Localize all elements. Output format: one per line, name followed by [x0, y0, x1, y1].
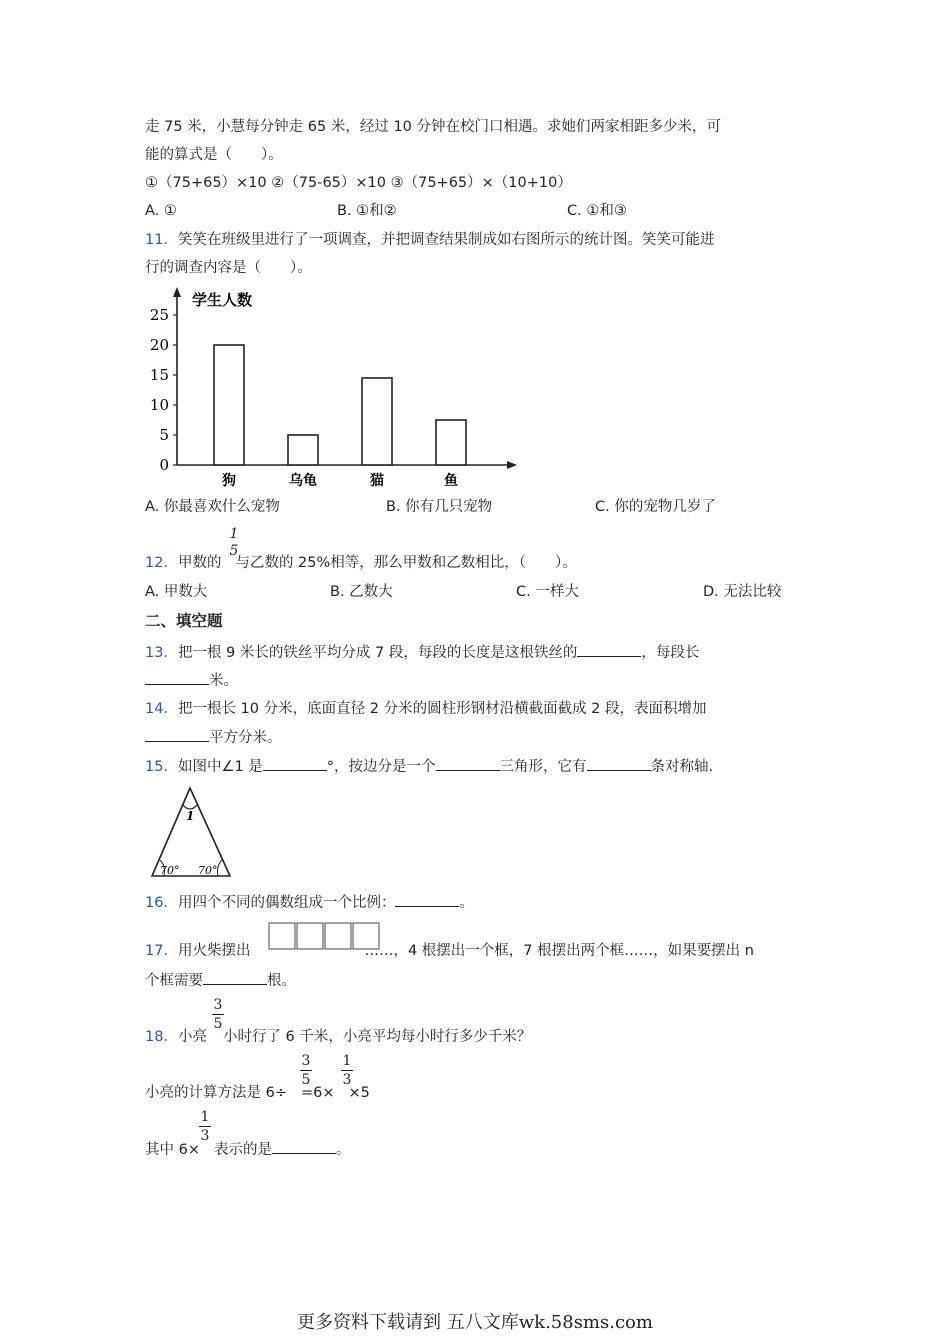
bar	[436, 420, 466, 465]
q11-number: 11．	[145, 232, 178, 248]
q15-part2: °，按边分是一个	[326, 759, 436, 775]
q18-post: 小时行了 6 千米，小亮平均每小时行多少千米？	[222, 1029, 532, 1045]
q17-line2	[145, 970, 296, 991]
q15-blank2[interactable]	[436, 756, 500, 771]
q11-option-a[interactable]: A. 你最喜欢什么宠物	[145, 499, 280, 515]
q18-calc-frac2-den: 3	[342, 1072, 352, 1088]
bar	[288, 435, 318, 465]
q15-number: 15．	[145, 759, 178, 775]
bar	[214, 345, 244, 465]
q18-number: 18．	[145, 1029, 178, 1045]
x-category-label: 乌龟	[289, 473, 317, 489]
q17-blank[interactable]	[203, 970, 267, 985]
q18-line1	[145, 1027, 531, 1047]
q12-frac-den: 5	[229, 543, 239, 559]
q13-number: 13．	[145, 645, 178, 661]
q18-calc-fraction-2	[341, 1054, 353, 1087]
q18-frac-num: 3	[213, 997, 223, 1013]
q12-pre: 甲数的	[177, 555, 222, 571]
q14-number: 14．	[145, 701, 178, 717]
q10-option-b[interactable]: B. ①和②	[337, 203, 397, 219]
q16-number: 16．	[145, 895, 178, 911]
chart-bars	[214, 345, 466, 465]
q17-line2b: 根。	[267, 973, 296, 989]
q12-option-d[interactable]: D. 无法比较	[703, 584, 782, 600]
q17-line2a: 个框需要	[145, 973, 203, 989]
triangle-shape	[152, 788, 230, 876]
right-angle-arc	[218, 860, 223, 876]
q11-option-c[interactable]: C. 你的宠物几岁了	[595, 499, 716, 515]
q18-calc-pre: 小亮的计算方法是 6÷	[145, 1085, 287, 1101]
q10-formulas: ①（75+65）×10 ②（75-65）×10 ③（75+65）×（10+10）	[145, 175, 572, 191]
q15-line	[145, 756, 713, 777]
q10-line1: 走 75 米，小慧每分钟走 65 米，经过 10 分钟在校门口相遇。求她们两家相距多少米，可	[145, 119, 722, 135]
q15-blank1[interactable]	[263, 756, 327, 771]
frame-box	[297, 923, 323, 949]
section-heading: 二、填空题	[145, 612, 223, 630]
q18-last-frac-den: 3	[200, 1128, 210, 1144]
q14-part2: 平方分米。	[209, 730, 282, 746]
q14-line1	[145, 699, 707, 719]
q18-calc-frac1-den: 5	[301, 1072, 311, 1088]
q18-calc-frac2-num: 1	[342, 1053, 352, 1069]
q15-part1: 如图中∠1 是	[177, 759, 263, 775]
frame-box	[269, 923, 295, 949]
y-axis-label: 学生人数	[192, 291, 253, 309]
bar-chart	[140, 283, 530, 493]
q12-fraction	[229, 527, 239, 558]
q18-last-fraction	[199, 1110, 211, 1143]
q18-calc-frac1-num: 3	[301, 1053, 311, 1069]
y-tick-label: 25	[149, 306, 169, 324]
bar	[362, 378, 392, 465]
q13-line2	[145, 670, 238, 691]
q18-calc-mid: =6×	[300, 1085, 335, 1101]
q13-part2: ，每段长	[641, 645, 700, 661]
q18-pre: 小亮	[177, 1029, 207, 1045]
angle-1-label: 1	[186, 809, 195, 823]
q10-line2: 能的算式是（ ）。	[145, 147, 283, 163]
q14-line2	[145, 727, 282, 748]
q14-blank[interactable]	[145, 727, 209, 742]
q18-last-line	[145, 1139, 350, 1160]
matchstick-frames-figure	[268, 922, 382, 950]
q18-last-frac-num: 1	[200, 1109, 210, 1125]
y-tick-label: 20	[149, 336, 169, 354]
q13-part3: 米。	[209, 673, 238, 689]
q18-last-post: 表示的是	[213, 1142, 272, 1158]
q13-blank2[interactable]	[145, 670, 209, 685]
q18-frac-den: 5	[213, 1016, 223, 1032]
frame-box	[325, 923, 351, 949]
q10-option-c[interactable]: C. ①和③	[567, 203, 627, 219]
q18-calc-line	[145, 1083, 370, 1103]
y-tick-label: 15	[149, 366, 169, 384]
q18-calc-fraction-1	[300, 1054, 312, 1087]
frame-box	[353, 923, 379, 949]
q12-post: 与乙数的 25%相等，那么甲数和乙数相比，（ ）。	[235, 555, 577, 571]
q18-calc-post: ×5	[348, 1085, 370, 1101]
q11-option-b[interactable]: B. 你有几只宠物	[386, 499, 493, 515]
q15-part3: 三角形，它有	[499, 759, 587, 775]
q18-blank[interactable]	[272, 1139, 336, 1154]
q11-line2: 行的调查内容是（ ）。	[145, 260, 312, 276]
q12-number: 12．	[145, 555, 178, 571]
q12-option-c[interactable]: C. 一样大	[516, 584, 579, 600]
q15-blank3[interactable]	[587, 756, 651, 771]
q12-option-a[interactable]: A. 甲数大	[145, 584, 208, 600]
q16-line	[145, 892, 474, 913]
footer-text[interactable]: 更多资料下载请到 五八文库wk.58sms.com	[297, 1312, 653, 1333]
q13-part1: 把一根 9 米长的铁丝平均分成 7 段，每段的长度是这根铁丝的	[177, 645, 578, 661]
q11-text: 笑笑在班级里进行了一项调查，并把调查结果制成如右图所示的统计图。笑笑可能进	[177, 232, 715, 248]
q17-number: 17．	[145, 943, 178, 959]
q12-option-b[interactable]: B. 乙数大	[330, 584, 393, 600]
q14-part1: 把一根长 10 分米，底面直径 2 分米的圆柱形钢材沿横截面截成 2 段，表面积增加	[177, 701, 707, 717]
y-tick-label: 0	[159, 456, 169, 474]
q18-fraction	[212, 998, 224, 1031]
y-axis-arrow	[173, 287, 181, 297]
q13-line1	[145, 642, 699, 663]
x-category-label: 猫	[370, 473, 384, 489]
q18-last-end: 。	[335, 1142, 351, 1158]
q10-option-a[interactable]: A. ①	[145, 203, 177, 219]
x-category-label: 狗	[222, 473, 236, 489]
q13-blank1[interactable]	[577, 642, 641, 657]
q17-part1: 用火柴摆出	[177, 943, 251, 959]
q12-line	[145, 553, 577, 573]
x-category-label: 鱼	[444, 473, 458, 489]
q17-line1	[145, 941, 754, 961]
triangle-figure	[146, 784, 236, 880]
y-tick-label: 10	[149, 396, 169, 414]
q18-last-pre: 其中 6×	[145, 1142, 200, 1158]
q16-blank[interactable]	[395, 892, 459, 907]
q12-frac-num: 1	[229, 526, 239, 542]
left-angle-label: 70°	[160, 864, 180, 877]
q16-part1: 用四个不同的偶数组成一个比例：	[177, 895, 396, 911]
q15-part4: 条对称轴.	[650, 759, 714, 775]
right-angle-label: 70°	[198, 864, 218, 877]
q11-line1	[145, 230, 714, 250]
y-tick-label: 5	[159, 426, 169, 444]
x-axis-arrow	[507, 461, 517, 469]
q16-part2: 。	[459, 895, 474, 911]
q17-part2: ……，4 根摆出一个框，7 根摆出两个框……，如果要摆出 n	[364, 943, 754, 959]
